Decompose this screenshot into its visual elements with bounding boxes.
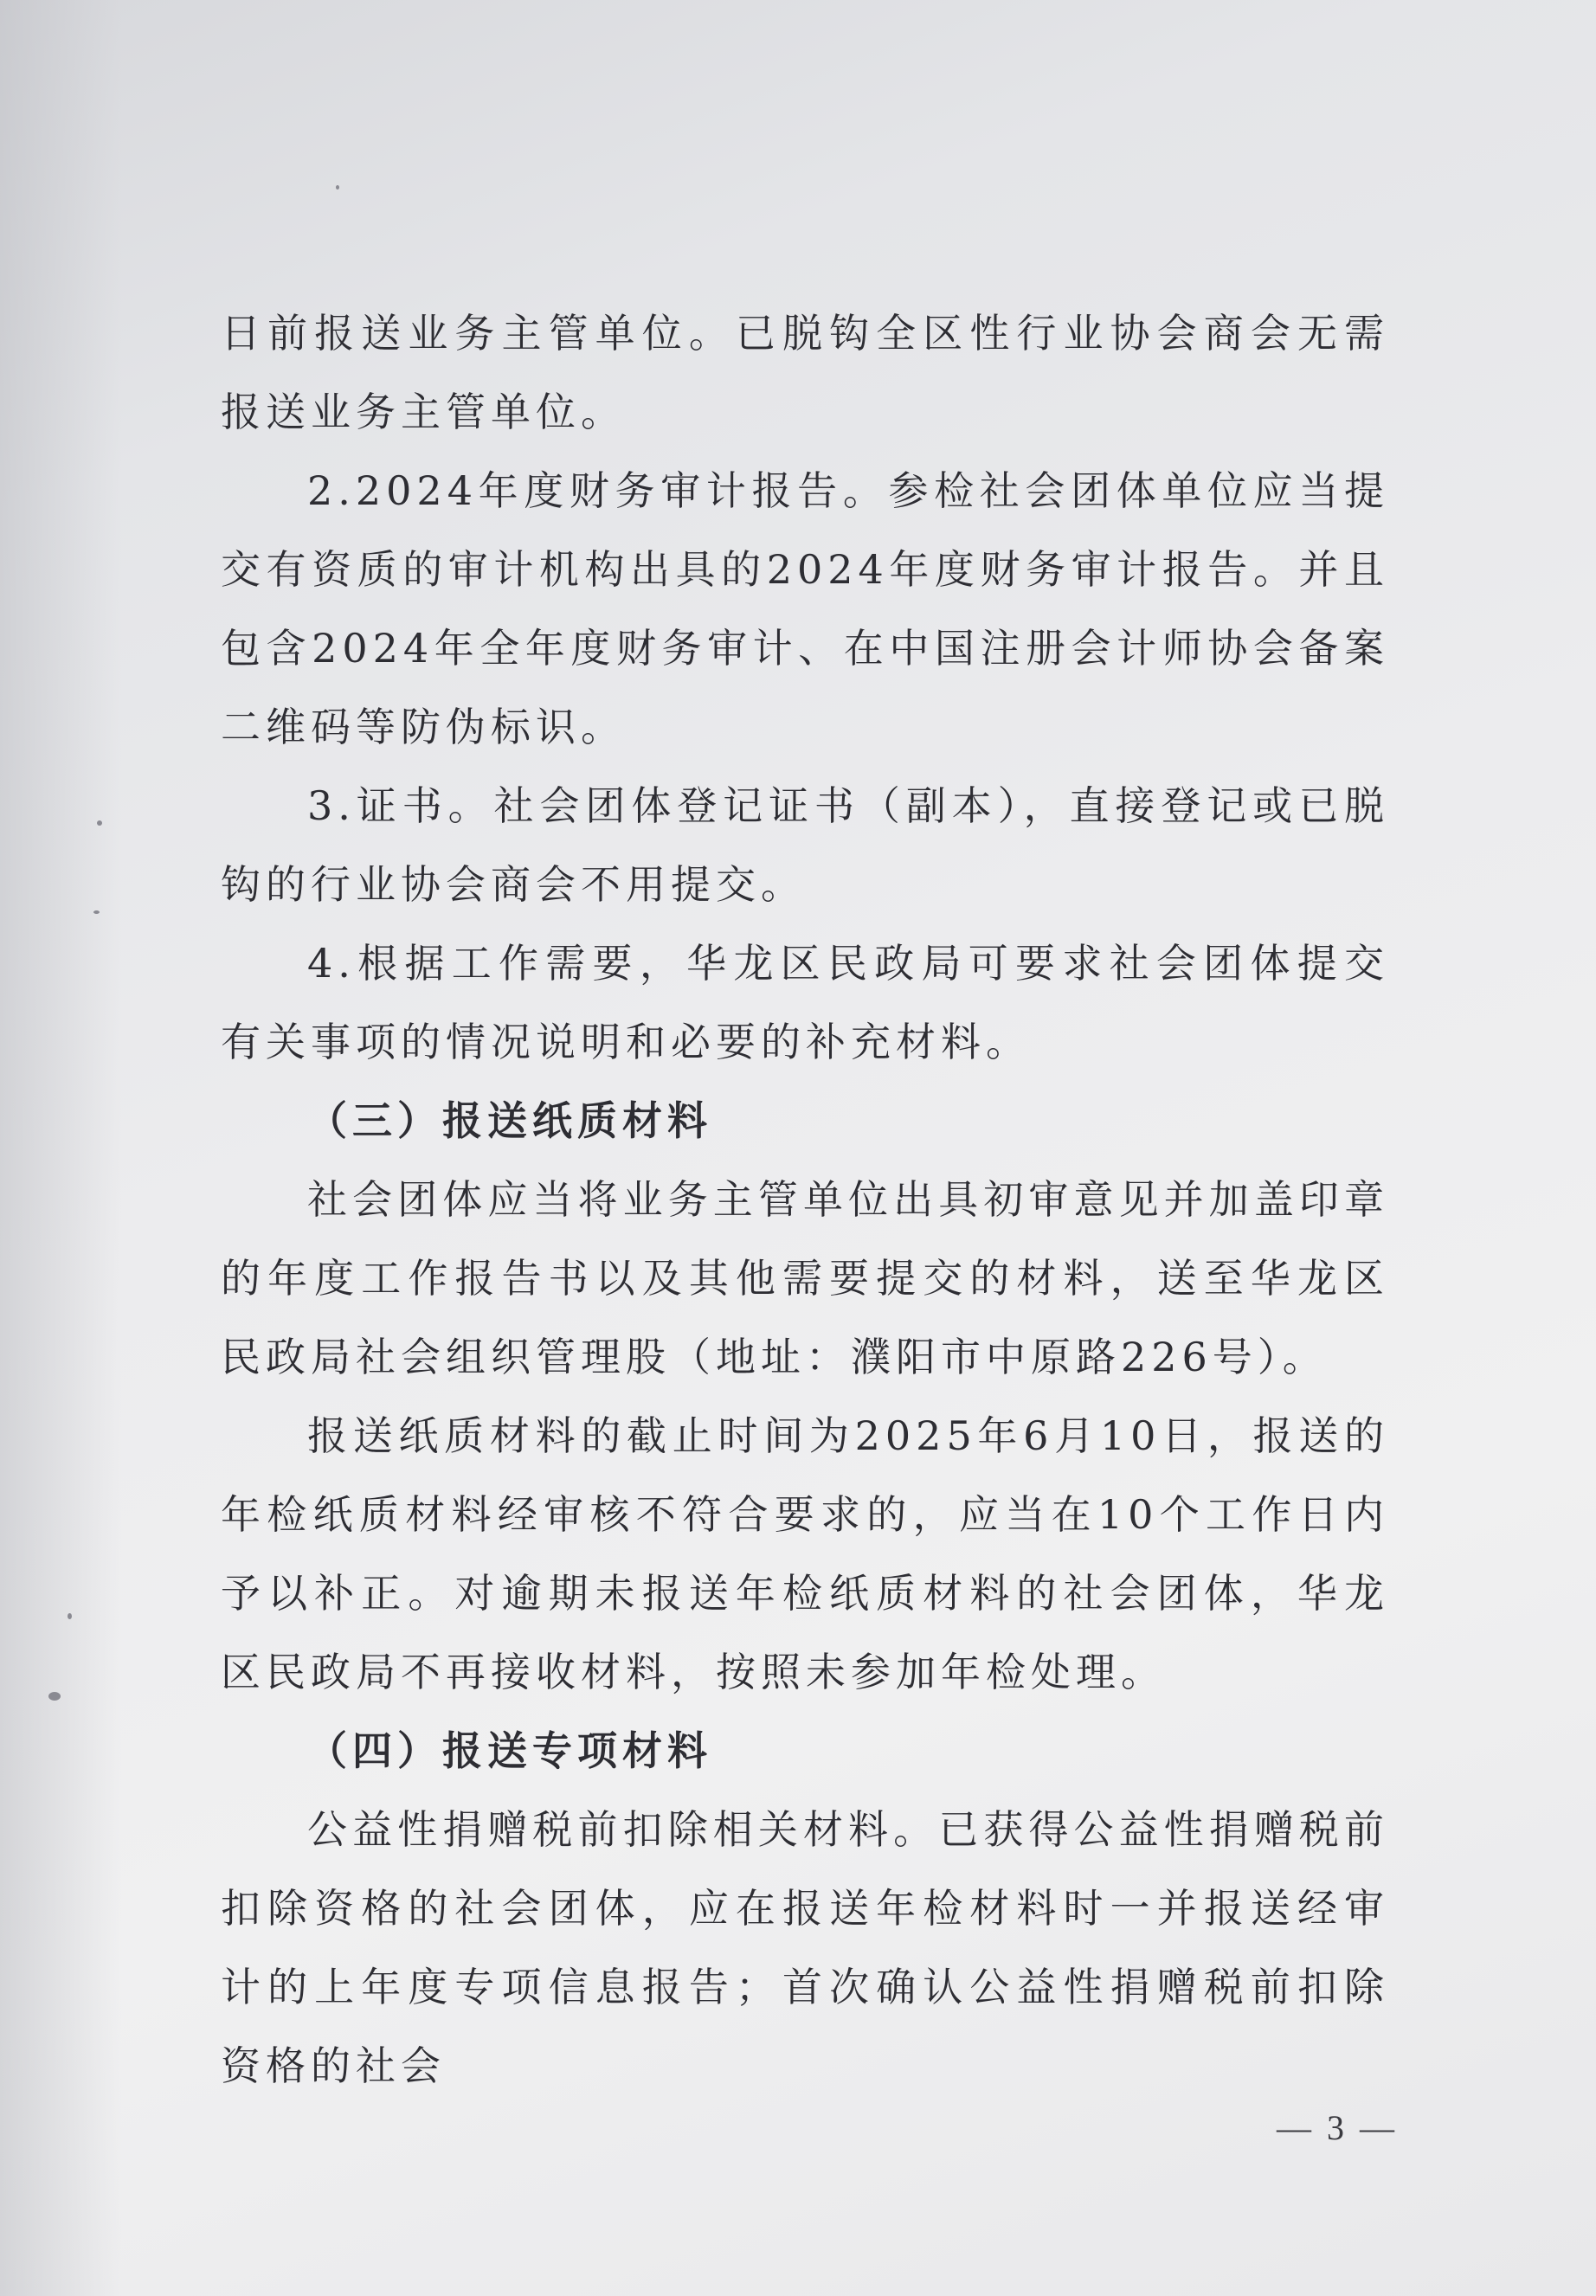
paper-speck	[68, 1613, 72, 1619]
paragraph-submission-address: 社会团体应当将业务主管单位出具初审意见并加盖印章的年度工作报告书以及其他需要提交的材料，送至华龙区民政局社会组织管理股（地址：濮阳市中原路226号）。	[221, 1176, 1389, 1380]
paragraph-continuation: 日前报送业务主管单位。已脱钩全区性行业协会商会无需报送业务主管单位。	[221, 310, 1389, 435]
page-shadow	[0, 0, 121, 2296]
paragraph-deadline: 报送纸质材料的截止时间为2025年6月10日，报送的年检纸质材料经审核不符合要求的，应当在10个工作日内予以补正。对逾期未报送年检纸质材料的社会团体，华龙区民政局不再接收材料，按照未参加年检处理。	[221, 1412, 1389, 1695]
paragraph-certificate: 3.证书。社会团体登记证书（副本），直接登记或已脱钩的行业协会商会不用提交。	[221, 782, 1389, 908]
paragraph-audit-report: 2.2024年度财务审计报告。参检社会团体单位应当提交有资质的审计机构出具的2024年度财务审计报告。并且包含2024年全年度财务审计、在中国注册会计师协会备案二维码等防伪标识。	[221, 467, 1389, 750]
paper-speck	[97, 820, 102, 826]
page-number: — 3 —	[1277, 2108, 1398, 2147]
document-body	[221, 294, 1389, 2106]
paper-speck	[48, 1692, 61, 1701]
section-heading-special-materials: （四）报送专项材料	[307, 1727, 712, 1774]
paragraph-supplementary: 4.根据工作需要，华龙区民政局可要求社会团体提交有关事项的情况说明和必要的补充材料。	[221, 940, 1389, 1065]
paragraph-donation-deduction: 公益性捐赠税前扣除相关材料。已获得公益性捐赠税前扣除资格的社会团体，应在报送年检材料时一并报送经审计的上年度专项信息报告；首次确认公益性捐赠税前扣除资格的社会	[221, 1806, 1389, 2089]
paper-speck	[336, 185, 339, 190]
paper-speck	[93, 910, 100, 914]
section-heading-paper-materials: （三）报送纸质材料	[307, 1097, 712, 1144]
